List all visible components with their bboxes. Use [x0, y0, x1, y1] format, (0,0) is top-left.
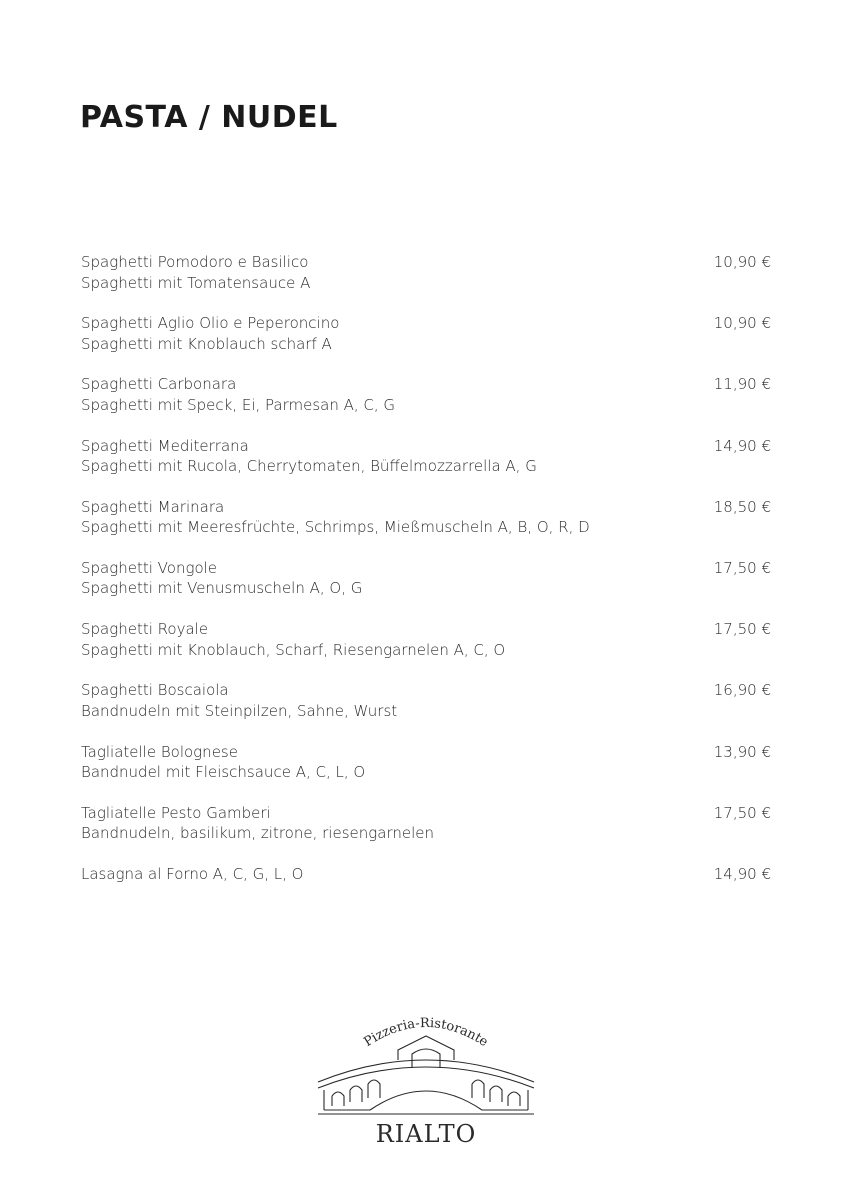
item-price: 10,90 € [713, 253, 771, 271]
item-description: Spaghetti mit Knoblauch, Scharf, Riesengarnelen A, C, O [81, 640, 506, 659]
item-price: 13,90 € [713, 742, 771, 761]
item-description: Spaghetti mit Tomatensauce A [81, 273, 311, 292]
item-price: 18,50 € [713, 497, 771, 516]
item-name: Spaghetti Carbonara [81, 375, 237, 394]
item-price: 14,90 € [713, 436, 771, 455]
menu-item [81, 803, 771, 864]
item-price: 16,90 € [713, 681, 771, 700]
item-name: Tagliatelle Bolognese [81, 742, 238, 761]
item-description: Spaghetti mit Venusmuscheln A, O, G [81, 579, 363, 598]
item-name: Spaghetti Boscaiola [81, 681, 229, 700]
item-price: 14,90 € [713, 864, 771, 883]
item-name: Spaghetti Marinara [81, 497, 225, 516]
item-name: Lasagna al Forno A, C, G, L, O [81, 864, 304, 883]
item-name: Spaghetti Royale [81, 620, 209, 639]
item-name: Spaghetti Mediterrana [81, 436, 249, 455]
item-description: Spaghetti mit Speck, Ei, Parmesan A, C, G [81, 395, 396, 414]
menu-item [81, 497, 771, 558]
menu-item [81, 742, 771, 803]
item-description: Bandnudeln, basilikum, zitrone, riesengarnelen [81, 824, 434, 843]
item-price: 11,90 € [713, 375, 771, 394]
menu-item [81, 374, 771, 435]
item-name: Spaghetti Vongole [81, 558, 218, 577]
page-title: PASTA / NUDEL [80, 100, 338, 135]
menu-list [81, 252, 771, 925]
logo-name: RIALTO [375, 1120, 477, 1148]
item-price: 10,90 € [713, 314, 771, 333]
menu-item [81, 436, 771, 497]
restaurant-logo [310, 1010, 542, 1150]
menu-item [81, 619, 771, 680]
item-price: 17,50 € [713, 620, 771, 639]
item-price: 17,50 € [713, 558, 771, 577]
rialto-bridge-icon [318, 1036, 534, 1114]
menu-item [81, 864, 771, 925]
item-description: Bandnudel mit Fleischsauce A, C, L, O [81, 763, 366, 781]
item-description: Spaghetti mit Meeresfrüchte, Schrimps, Mießmuscheln A, B, O, R, D [81, 518, 590, 537]
item-description: Bandnudeln mit Steinpilzen, Sahne, Wurst [81, 701, 398, 720]
item-price: 17,50 € [713, 803, 771, 822]
menu-item [81, 680, 771, 741]
item-name: Tagliatelle Pesto Gamberi [81, 803, 271, 822]
logo-subtitle: Pizzeria-Ristorante [361, 1015, 491, 1051]
menu-item [81, 313, 771, 374]
item-name: Spaghetti Pomodoro e Basilico [81, 253, 309, 271]
menu-item [81, 558, 771, 619]
item-name: Spaghetti Aglio Olio e Peperoncino [81, 314, 340, 333]
item-description: Spaghetti mit Rucola, Cherrytomaten, Büffelmozzarrella A, G [81, 457, 537, 476]
menu-item [81, 252, 771, 313]
item-description: Spaghetti mit Knoblauch scharf A [81, 334, 332, 353]
